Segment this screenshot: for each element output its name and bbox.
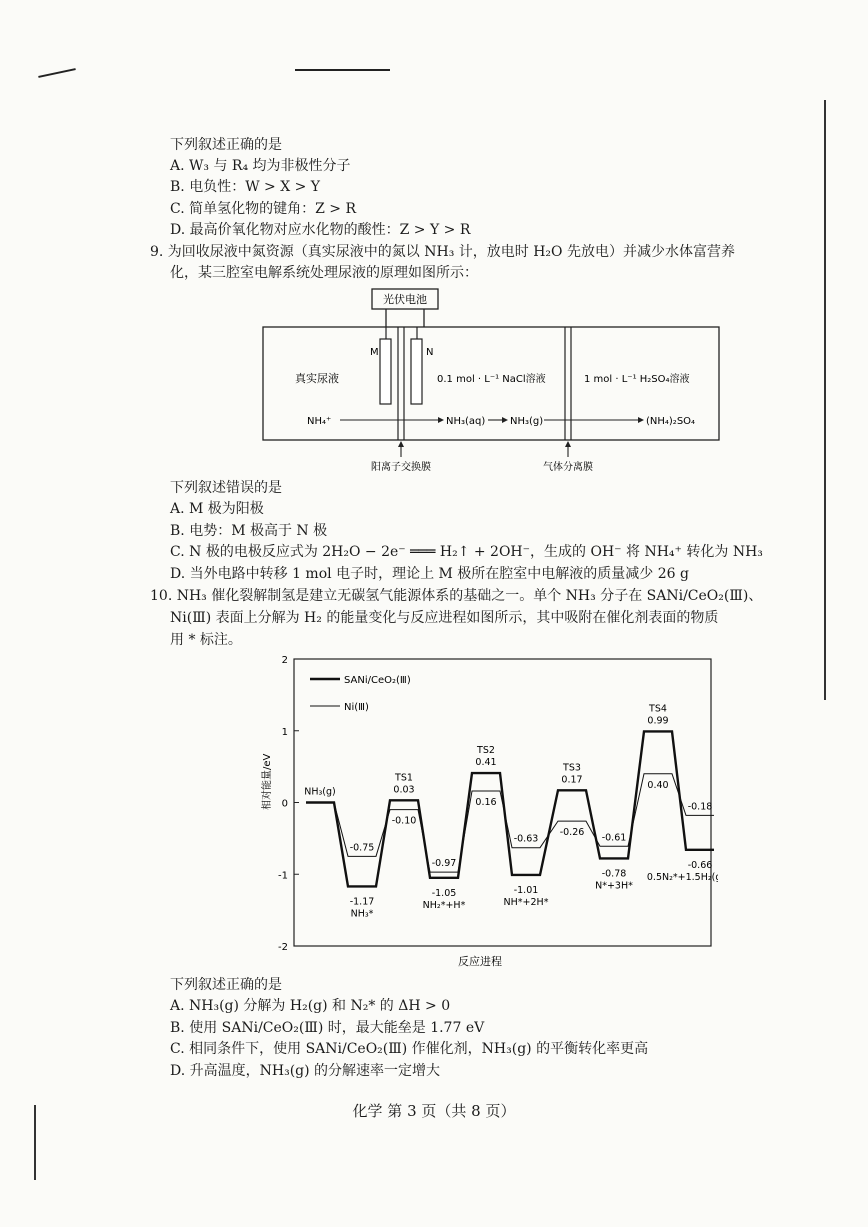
q10-stem-line3: 用 * 标注。 <box>170 632 242 648</box>
data-label-s1-8: 0.40 <box>647 779 669 791</box>
y-tick-label-0: 2 <box>281 655 288 666</box>
data-label-s0-4: 0.41 <box>475 757 497 769</box>
room2-label: 0.1 mol · L⁻¹ NaCl溶液 <box>437 374 546 385</box>
stage-label-2: TS1 <box>395 772 413 784</box>
species-nh3-aq: NH₃(aq) <box>446 416 486 427</box>
q10-option-b: B. 使用 SANi/CeO₂(Ⅲ) 时，最大能垒是 1.77 eV <box>170 1020 485 1036</box>
stage-label-3: NH₂*+H* <box>422 899 466 911</box>
y-tick-label-4: -2 <box>278 942 288 953</box>
data-label-s0-3: -1.05 <box>431 887 457 899</box>
q8-option-d: D. 最高价氧化物对应水化物的酸性：Z > Y > R <box>170 222 471 238</box>
y-tick-label-3: -1 <box>278 870 288 882</box>
data-label-s0-2: 0.03 <box>393 784 415 796</box>
y-tick-label-1: 1 <box>281 726 288 738</box>
data-label-s1-4: 0.16 <box>475 797 497 809</box>
electrolysis-diagram <box>262 287 722 477</box>
stage-label-0: NH₃(g) <box>304 786 336 798</box>
legend-label-sani: SANi/CeO₂(Ⅲ) <box>344 675 411 686</box>
stage-label-9: 0.5N₂*+1.5H₂(g) <box>646 871 718 883</box>
data-label-s1-7: -0.61 <box>601 832 627 844</box>
stage-label-8: TS4 <box>649 703 667 715</box>
stage-label-1: NH₃* <box>350 908 374 920</box>
q9-stem-line1: 9. 为回收尿液中氮资源（真实尿液中的氮以 NH₃ 计，放电时 H₂O 先放电）并减少水体富营养 <box>150 244 735 260</box>
q10-option-d: D. 升高温度，NH₃(g) 的分解速率一定增大 <box>170 1063 441 1079</box>
q8-option-a: A. W₃ 与 R₄ 均为非极性分子 <box>170 158 351 174</box>
legend-label-ni: Ni(Ⅲ) <box>344 702 369 713</box>
scan-mark-top <box>295 69 390 71</box>
y-tick-label-2: 0 <box>281 798 288 810</box>
data-label-s0-6: 0.17 <box>561 774 583 786</box>
data-label-s1-9: -0.18 <box>687 801 713 813</box>
q9-option-d: D. 当外电路中转移 1 mol 电子时，理论上 M 极所在腔室中电解液的质量减少 26 g <box>170 566 689 582</box>
data-label-s0-1: -1.17 <box>349 896 375 908</box>
q9-stem-line2: 化，某三腔室电解系统处理尿液的原理如图所示： <box>170 265 478 281</box>
q10-option-c: C. 相同条件下，使用 SANi/CeO₂(Ⅲ) 作催化剂，NH₃(g) 的平衡转化率更高 <box>170 1041 649 1057</box>
q10-option-a: A. NH₃(g) 分解为 H₂(g) 和 N₂* 的 ΔH > 0 <box>170 998 451 1014</box>
energy-profile-chart <box>258 652 718 972</box>
electrode-m <box>380 339 391 404</box>
stage-label-7: N*+3H* <box>595 880 633 892</box>
data-label-s1-5: -0.63 <box>513 833 539 845</box>
data-label-s0-7: -0.78 <box>601 868 627 880</box>
data-label-s1-3: -0.97 <box>431 858 457 870</box>
data-label-s1-1: -0.75 <box>349 842 375 854</box>
membrane1-label: 阳离子交换膜 <box>371 462 431 473</box>
q8-option-c: C. 简单氢化物的键角：Z > R <box>170 201 357 217</box>
q10-ask: 下列叙述正确的是 <box>170 977 282 993</box>
q10-stem-line2: Ni(Ⅲ) 表面上分解为 H₂ 的能量变化与反应进程如图所示，其中吸附在催化剂表面的物质 <box>170 610 719 626</box>
x-axis-label: 反应进程 <box>458 955 502 968</box>
electrode-n-label: N <box>426 347 434 358</box>
q9-option-a: A. M 极为阳极 <box>170 501 264 517</box>
page-footer: 化学 第 3 页（共 8 页） <box>352 1102 516 1120</box>
power-source-label: 光伏电池 <box>383 293 427 306</box>
q8-stem: 下列叙述正确的是 <box>170 137 282 153</box>
stage-label-4: TS2 <box>477 745 495 757</box>
scan-edge-right <box>824 100 826 700</box>
electrode-m-label: M <box>370 347 379 358</box>
q10-stem-line1: 10. NH₃ 催化裂解制氢是建立无碳氢气能源体系的基础之一。单个 NH₃ 分子在 SANi/CeO₂(Ⅲ)、 <box>150 588 763 604</box>
room1-label: 真实尿液 <box>295 372 339 385</box>
data-label-s0-9: -0.66 <box>687 859 713 871</box>
series-line-0 <box>306 731 714 886</box>
q9-ask: 下列叙述错误的是 <box>170 480 282 496</box>
membrane2-label: 气体分离膜 <box>543 462 593 473</box>
stage-label-6: TS3 <box>563 762 581 774</box>
room3-label: 1 mol · L⁻¹ H₂SO₄溶液 <box>584 374 690 385</box>
q9-option-b: B. 电势：M 极高于 N 极 <box>170 523 328 539</box>
data-label-s0-5: -1.01 <box>513 884 539 896</box>
species-nh3-g: NH₃(g) <box>510 416 544 427</box>
species-ammonium-sulfate: (NH₄)₂SO₄ <box>646 416 696 427</box>
electrode-n <box>411 339 422 404</box>
stage-label-5: NH*+2H* <box>503 896 549 908</box>
data-label-s1-2: -0.10 <box>391 815 417 827</box>
q9-option-c: C. N 极的电极反应式为 2H₂O − 2e⁻ ═══ H₂↑ + 2OH⁻，生成的 OH⁻ 将 NH₄⁺ 转化为 NH₃ <box>170 544 763 560</box>
scan-mark-top-left <box>38 68 76 78</box>
data-label-s1-6: -0.26 <box>559 827 585 839</box>
species-nh4: NH₄⁺ <box>307 416 332 427</box>
q8-option-b: B. 电负性：W > X > Y <box>170 179 321 195</box>
data-label-s0-8: 0.99 <box>647 715 669 727</box>
y-axis-label: 相对能量/eV <box>262 753 273 810</box>
